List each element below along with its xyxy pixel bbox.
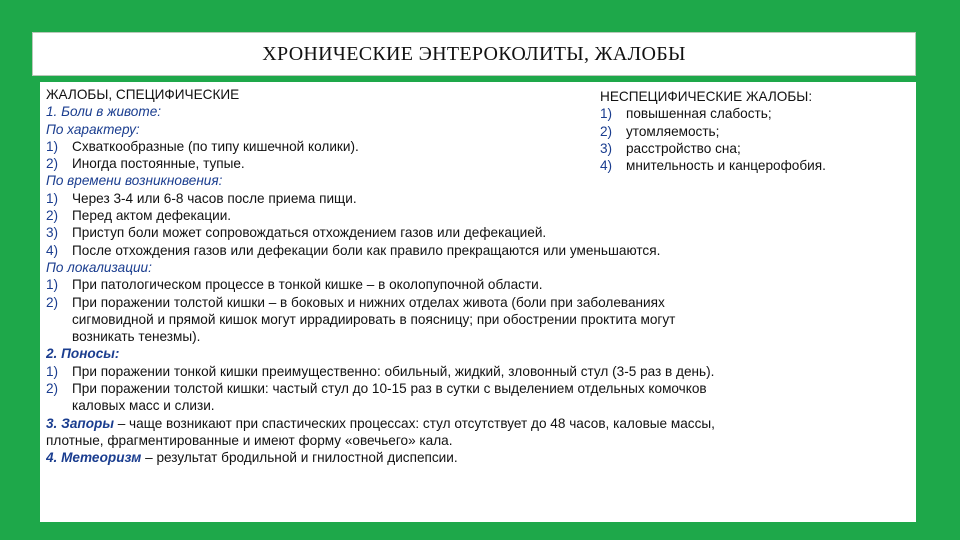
content-box [40,82,916,522]
list-item: 1) повышенная слабость; [600,106,772,122]
list-item: 2) При поражении толстой кишки – в боковых и нижних отделах живота (боли при заболеваниях [46,294,665,310]
list-item: 2) Перед актом дефекации. [46,208,232,224]
meteorism-line: 4. Метеоризм – результат бродильной и гнилостной диспепсии. [46,450,458,466]
pain-title: 1. Боли в животе: [46,104,162,120]
list-item-continued: сигмовидной и прямой кишок могут иррадиировать в поясницу; при обострении проктита могут [72,311,676,327]
list-item: 2) Иногда постоянные, тупые. [46,156,245,172]
list-item: 4) мнительность и канцерофобия. [600,158,826,174]
by-time-label: По времени возникновения: [46,173,223,189]
list-item: 2) утомляемость; [600,123,720,139]
list-item: 1) Через 3-4 или 6-8 часов после приема пищи. [46,190,357,206]
list-item: 2) При поражении толстой кишки: частый стул до 10-15 раз в сутки с выделением отдельных комочков [46,381,707,397]
list-item-continued: каловых масс и слизи. [72,398,215,414]
specific-header: ЖАЛОБЫ, СПЕЦИФИЧЕСКИЕ [46,87,240,102]
diarrhea-title: 2. Поносы: [46,346,120,362]
nonspecific-header: НЕСПЕЦИФИЧЕСКИЕ ЖАЛОБЫ: [600,89,813,104]
constipation-line-2: плотные, фрагментированные и имеют форму «овечьего» кала. [46,432,453,448]
list-item: 3) Приступ боли может сопровождаться отхождением газов или дефекацией. [46,225,547,241]
list-item: 1) При патологическом процессе в тонкой кишке – в околопупочной области. [46,277,543,293]
list-item: 4) После отхождения газов или дефекации боли как правило прекращаются или уменьшаются. [46,242,661,258]
list-item: 1) При поражении тонкой кишки преимущественно: обильный, жидкий, зловонный стул (3-5 раз в день). [46,363,715,379]
slide-title: ХРОНИЧЕСКИЕ ЭНТЕРОКОЛИТЫ, ЖАЛОБЫ [262,42,686,65]
title-box [32,32,916,76]
list-item: 3) расстройство сна; [600,140,741,156]
list-item-continued: возникать тенезмы). [72,329,201,345]
meteorism-title: 4. Метеоризм [46,450,142,466]
list-item: 1) Схваткообразные (по типу кишечной колики). [46,138,359,154]
by-location-label: По локализации: [46,259,152,275]
constipation-line: 3. Запоры – чаще возникают при спастических процессах: стул отсутствует до 48 часов, каловые массы, [46,415,715,431]
by-character-label: По характеру: [46,121,140,137]
nonspecific-complaints [600,88,910,174]
constipation-title: 3. Запоры [46,415,114,431]
